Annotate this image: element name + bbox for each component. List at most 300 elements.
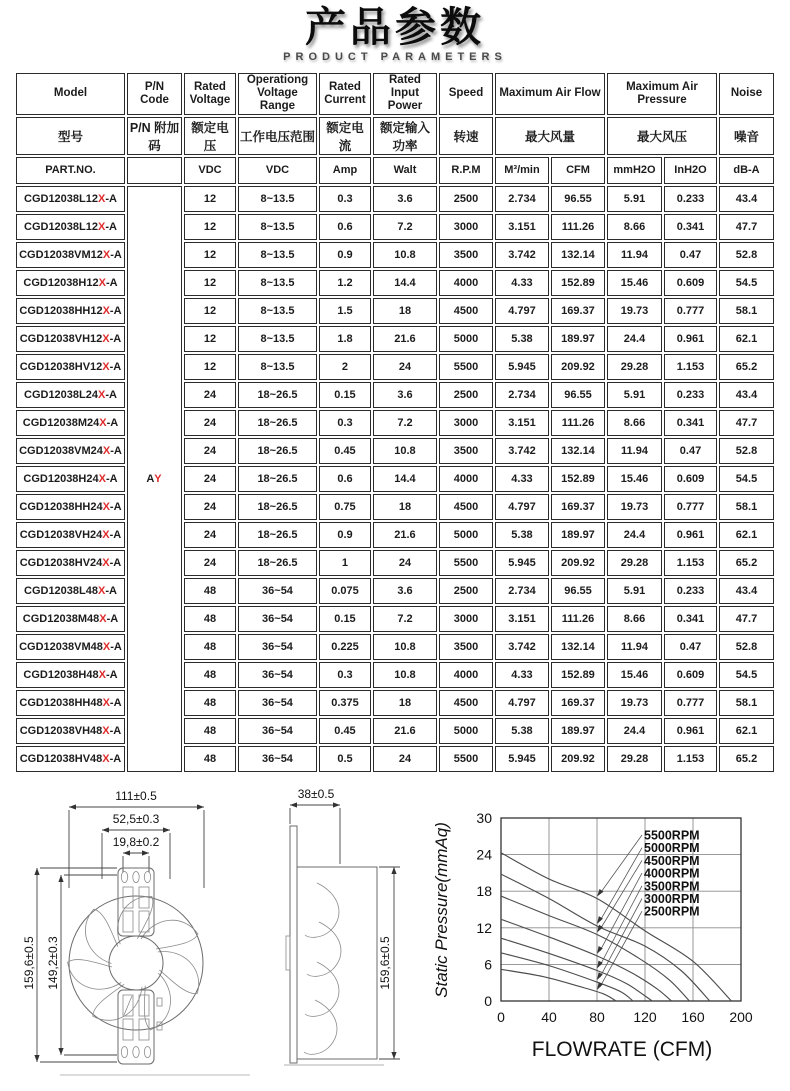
model-text: X: [99, 612, 107, 625]
model-text: X: [98, 276, 106, 289]
cell-airflow-m3min: 4.33: [495, 662, 549, 688]
y-tick-label: 18: [476, 883, 492, 900]
cell-speed: 3000: [439, 606, 493, 632]
cell-rated-voltage: 48: [184, 634, 236, 660]
cell-voltage-range: 8~13.5: [238, 354, 317, 380]
model-text: X: [102, 640, 111, 653]
y-tick-label: 30: [476, 810, 492, 826]
dim-front-width-inner: 19,8±0.2: [112, 835, 160, 849]
cell-rated-current: 0.3: [319, 186, 371, 212]
cell-voltage-range: 8~13.5: [238, 270, 317, 296]
unit-cfm: CFM: [551, 157, 605, 184]
cell-airflow-cfm: 132.14: [551, 634, 605, 660]
cell-speed: 3500: [439, 242, 493, 268]
cell-pressure-inh2o: 0.47: [664, 438, 717, 464]
unit-m3min: M³/min: [495, 157, 549, 184]
cell-airflow-cfm: 209.92: [551, 746, 605, 772]
cell-input-power: 3.6: [373, 382, 437, 408]
cell-rated-voltage: 12: [184, 242, 236, 268]
model-text: CGD12038VH48: [19, 724, 103, 737]
model-text: -A: [109, 556, 122, 569]
curve-label-5500RPM: 5500RPM: [644, 828, 700, 843]
model-text: X: [102, 248, 111, 261]
model-text: -A: [106, 416, 119, 429]
col-pn-code-cn: P/N 附加码: [127, 117, 182, 155]
cell-pressure-inh2o: 0.609: [664, 662, 717, 688]
cell-voltage-range: 8~13.5: [238, 326, 317, 352]
cell-voltage-range: 18~26.5: [238, 522, 317, 548]
model-cell: [16, 242, 125, 268]
cell-noise: 58.1: [719, 494, 774, 520]
cell-pressure-mmh2o: 24.4: [607, 326, 662, 352]
unit-vdc-2: VDC: [238, 157, 317, 184]
model-cell: [16, 382, 125, 408]
cell-airflow-cfm: 152.89: [551, 466, 605, 492]
dim-side-height: 159,6±0.5: [378, 936, 392, 990]
model-text: CGD12038HH48: [19, 696, 103, 709]
model-text: CGD12038H12: [23, 276, 99, 289]
cell-speed: 5500: [439, 746, 493, 772]
cell-noise: 65.2: [719, 354, 774, 380]
cell-input-power: 10.8: [373, 438, 437, 464]
cell-pressure-mmh2o: 29.28: [607, 746, 662, 772]
cell-airflow-cfm: 96.55: [551, 578, 605, 604]
cell-speed: 2500: [439, 382, 493, 408]
cell-airflow-cfm: 111.26: [551, 214, 605, 240]
cell-voltage-range: 18~26.5: [238, 438, 317, 464]
cell-pressure-mmh2o: 11.94: [607, 438, 662, 464]
model-cell: [16, 690, 125, 716]
cell-voltage-range: 8~13.5: [238, 214, 317, 240]
model-text: -A: [105, 584, 117, 597]
cell-voltage-range: 18~26.5: [238, 382, 317, 408]
cell-pressure-mmh2o: 19.73: [607, 690, 662, 716]
cell-airflow-m3min: 2.734: [495, 186, 549, 212]
cell-input-power: 24: [373, 354, 437, 380]
model-text: -A: [105, 220, 117, 233]
model-text: -A: [105, 472, 118, 485]
col-voltage-range-cn: 工作电压范围: [238, 117, 317, 155]
model-cell: [16, 494, 125, 520]
header-row-chinese: [16, 117, 774, 155]
cell-airflow-m3min: 5.945: [495, 550, 549, 576]
col-max-airflow-cn: 最大风量: [495, 117, 605, 155]
cell-rated-current: 1.8: [319, 326, 371, 352]
cell-pressure-inh2o: 0.341: [664, 214, 717, 240]
curve-label-3000RPM: 3000RPM: [644, 892, 700, 906]
cell-airflow-m3min: 4.797: [495, 690, 549, 716]
page-header: [0, 0, 790, 63]
x-tick-label: 200: [729, 1009, 753, 1025]
cell-rated-voltage: 12: [184, 298, 236, 324]
model-text: CGD12038H48: [23, 668, 99, 681]
cell-rated-current: 1.2: [319, 270, 371, 296]
cell-rated-voltage: 12: [184, 270, 236, 296]
cell-pressure-mmh2o: 29.28: [607, 550, 662, 576]
cell-rated-voltage: 48: [184, 746, 236, 772]
cell-speed: 4000: [439, 270, 493, 296]
cell-airflow-cfm: 96.55: [551, 186, 605, 212]
cell-rated-current: 1: [319, 550, 371, 576]
unit-inh2o: InH2O: [664, 157, 717, 184]
dim-side-depth: 38±0.5: [297, 787, 335, 801]
cell-input-power: 7.2: [373, 606, 437, 632]
cell-speed: 2500: [439, 578, 493, 604]
unit-watt: Walt: [373, 157, 437, 184]
col-rated-voltage: Rated Voltage: [184, 73, 236, 115]
dim-front-height-inner: 149,2±0.3: [46, 936, 60, 990]
cell-pressure-mmh2o: 24.4: [607, 718, 662, 744]
cell-airflow-m3min: 3.742: [495, 634, 549, 660]
col-speed: Speed: [439, 73, 493, 115]
cell-airflow-m3min: 4.33: [495, 270, 549, 296]
cell-voltage-range: 36~54: [238, 662, 317, 688]
cell-rated-current: 0.6: [319, 466, 371, 492]
cell-input-power: 18: [373, 298, 437, 324]
cell-rated-current: 0.075: [319, 578, 371, 604]
cell-speed: 3500: [439, 438, 493, 464]
model-text: CGD12038L48: [24, 584, 98, 597]
cell-pressure-mmh2o: 8.66: [607, 214, 662, 240]
cell-input-power: 14.4: [373, 466, 437, 492]
cell-airflow-cfm: 111.26: [551, 606, 605, 632]
model-cell: [16, 718, 125, 744]
cell-airflow-m3min: 4.797: [495, 298, 549, 324]
cell-input-power: 21.6: [373, 522, 437, 548]
cell-speed: 5500: [439, 354, 493, 380]
model-cell: [16, 438, 125, 464]
model-text: CGD12038VM24: [19, 444, 103, 457]
cell-airflow-cfm: 132.14: [551, 438, 605, 464]
cell-pressure-inh2o: 0.233: [664, 382, 717, 408]
chart-x-axis-label: FLOWRATE (CFM): [531, 1038, 713, 1061]
cell-pressure-inh2o: 0.233: [664, 578, 717, 604]
cell-speed: 5000: [439, 718, 493, 744]
cell-rated-voltage: 48: [184, 662, 236, 688]
cell-rated-voltage: 24: [184, 466, 236, 492]
model-text: CGD12038VH12: [19, 332, 103, 345]
model-text: X: [102, 332, 110, 345]
cell-airflow-cfm: 169.37: [551, 298, 605, 324]
model-text: X: [98, 192, 106, 205]
cell-noise: 62.1: [719, 522, 774, 548]
cell-input-power: 3.6: [373, 578, 437, 604]
model-cell: [16, 746, 125, 772]
cell-rated-voltage: 48: [184, 718, 236, 744]
model-text: -A: [109, 304, 122, 317]
unit-part-no: PART.NO.: [16, 157, 125, 184]
cell-rated-voltage: 48: [184, 690, 236, 716]
pn-code-cell: [127, 186, 182, 772]
cell-input-power: 10.8: [373, 242, 437, 268]
curve-label-3500RPM: 3500RPM: [644, 879, 700, 894]
cell-voltage-range: 8~13.5: [238, 298, 317, 324]
cell-voltage-range: 36~54: [238, 746, 317, 772]
dim-front-height-outer: 159,6±0.5: [22, 936, 36, 990]
model-text: X: [102, 500, 110, 513]
col-input-power-cn: 额定输入功率: [373, 117, 437, 155]
cell-speed: 3000: [439, 214, 493, 240]
cell-noise: 62.1: [719, 326, 774, 352]
model-text: CGD12038HV24: [19, 556, 103, 569]
cell-rated-current: 0.9: [319, 522, 371, 548]
cell-noise: 52.8: [719, 634, 774, 660]
cell-airflow-m3min: 5.38: [495, 326, 549, 352]
spec-table: [14, 71, 776, 774]
fan-front-view-drawing: [20, 786, 272, 1088]
cell-speed: 4500: [439, 494, 493, 520]
cell-input-power: 10.8: [373, 634, 437, 660]
model-text: X: [98, 388, 106, 401]
col-max-pressure-cn: 最大风压: [607, 117, 717, 155]
x-tick-label: 120: [633, 1009, 657, 1025]
page-subtitle: PRODUCT PARAMETERS: [283, 51, 507, 64]
cell-airflow-cfm: 189.97: [551, 718, 605, 744]
model-text: -A: [109, 332, 122, 345]
cell-airflow-cfm: 209.92: [551, 354, 605, 380]
col-noise: Noise: [719, 73, 774, 115]
cell-pressure-inh2o: 0.47: [664, 634, 717, 660]
fan-front-body: [60, 868, 250, 1075]
model-text: X: [102, 360, 110, 373]
cell-rated-current: 1.5: [319, 298, 371, 324]
performance-curve-chart: [426, 788, 788, 1083]
cell-input-power: 21.6: [373, 718, 437, 744]
model-text: CGD12038L12: [24, 220, 98, 233]
model-text: X: [99, 416, 107, 429]
model-text: -A: [105, 668, 118, 681]
cell-input-power: 21.6: [373, 326, 437, 352]
cell-airflow-m3min: 5.945: [495, 746, 549, 772]
model-text: CGD12038VM48: [19, 640, 103, 653]
cell-airflow-cfm: 111.26: [551, 410, 605, 436]
plot-border: [501, 818, 741, 1001]
header-row-english: [16, 73, 774, 115]
cell-input-power: 10.8: [373, 662, 437, 688]
cell-pressure-inh2o: 0.233: [664, 186, 717, 212]
cell-pressure-mmh2o: 15.46: [607, 662, 662, 688]
cell-pressure-inh2o: 0.341: [664, 606, 717, 632]
cell-speed: 4000: [439, 662, 493, 688]
model-cell: [16, 270, 125, 296]
cell-voltage-range: 18~26.5: [238, 466, 317, 492]
curve-label-4000RPM: 4000RPM: [644, 866, 700, 881]
cell-rated-voltage: 48: [184, 606, 236, 632]
cell-pressure-mmh2o: 29.28: [607, 354, 662, 380]
y-tick-label: 6: [484, 956, 492, 973]
chart-y-axis-label: Static Pressure(mmAq): [432, 822, 451, 998]
cell-airflow-cfm: 152.89: [551, 270, 605, 296]
cell-voltage-range: 36~54: [238, 578, 317, 604]
model-text: -A: [110, 444, 122, 457]
col-max-pressure: Maximum Air Pressure: [607, 73, 717, 115]
cell-airflow-cfm: 169.37: [551, 690, 605, 716]
cell-noise: 47.7: [719, 214, 774, 240]
cell-speed: 5000: [439, 326, 493, 352]
cell-rated-current: 0.75: [319, 494, 371, 520]
col-rated-voltage-cn: 额定电压: [184, 117, 236, 155]
model-text: -A: [110, 640, 122, 653]
cell-rated-current: 0.6: [319, 214, 371, 240]
model-text: CGD12038VM12: [19, 248, 103, 261]
model-text: -A: [109, 752, 122, 765]
cell-airflow-m3min: 4.797: [495, 494, 549, 520]
curve-label-4500RPM: 4500RPM: [644, 853, 700, 868]
cell-voltage-range: 18~26.5: [238, 550, 317, 576]
model-cell: [16, 214, 125, 240]
cell-pressure-mmh2o: 8.66: [607, 606, 662, 632]
model-cell: [16, 522, 125, 548]
cell-input-power: 18: [373, 690, 437, 716]
cell-pressure-inh2o: 0.777: [664, 298, 717, 324]
model-text: CGD12038HV48: [19, 752, 103, 765]
model-text: X: [102, 528, 110, 541]
cell-input-power: 7.2: [373, 410, 437, 436]
col-rated-current-cn: 额定电流: [319, 117, 371, 155]
model-text: -A: [110, 248, 122, 261]
cell-noise: 62.1: [719, 718, 774, 744]
cell-rated-current: 0.3: [319, 662, 371, 688]
cell-pressure-mmh2o: 5.91: [607, 578, 662, 604]
model-cell: [16, 550, 125, 576]
model-text: CGD12038HH24: [19, 500, 103, 513]
dim-front-width-mid: 52,5±0.3: [112, 812, 160, 826]
col-pn-code: P/N Code: [127, 73, 182, 115]
model-text: -A: [109, 724, 122, 737]
curve-label-2500RPM: 2500RPM: [644, 904, 700, 919]
cell-rated-voltage: 24: [184, 438, 236, 464]
col-model: Model: [16, 73, 125, 115]
model-cell: [16, 186, 125, 212]
cell-rated-voltage: 12: [184, 186, 236, 212]
cell-rated-current: 0.45: [319, 438, 371, 464]
cell-speed: 4000: [439, 466, 493, 492]
cell-airflow-m3min: 3.151: [495, 410, 549, 436]
col-noise-cn: 噪音: [719, 117, 774, 155]
cell-airflow-m3min: 2.734: [495, 382, 549, 408]
model-text: X: [102, 752, 110, 765]
model-text: CGD12038L12: [24, 192, 98, 205]
cell-pressure-inh2o: 0.961: [664, 522, 717, 548]
cell-rated-current: 0.3: [319, 410, 371, 436]
table-row: [16, 186, 774, 212]
model-text: CGD12038VH24: [19, 528, 103, 541]
cell-airflow-m3min: 3.742: [495, 438, 549, 464]
cell-pressure-inh2o: 0.609: [664, 270, 717, 296]
cell-pressure-inh2o: 0.961: [664, 718, 717, 744]
model-text: X: [98, 668, 106, 681]
cell-airflow-cfm: 96.55: [551, 382, 605, 408]
model-text: X: [98, 220, 106, 233]
col-speed-cn: 转速: [439, 117, 493, 155]
cell-airflow-cfm: 169.37: [551, 494, 605, 520]
col-model-cn: 型号: [16, 117, 125, 155]
cell-speed: 5500: [439, 550, 493, 576]
cell-noise: 43.4: [719, 578, 774, 604]
cell-speed: 3000: [439, 410, 493, 436]
cell-noise: 54.5: [719, 466, 774, 492]
cell-noise: 54.5: [719, 662, 774, 688]
cell-pressure-mmh2o: 11.94: [607, 242, 662, 268]
cell-pressure-inh2o: 0.777: [664, 494, 717, 520]
unit-vdc-1: VDC: [184, 157, 236, 184]
cell-speed: 3500: [439, 634, 493, 660]
cell-rated-voltage: 12: [184, 326, 236, 352]
model-text: CGD12038L24: [24, 388, 98, 401]
cell-airflow-m3min: 3.151: [495, 606, 549, 632]
model-cell: [16, 606, 125, 632]
model-text: -A: [106, 612, 119, 625]
y-tick-label: 24: [476, 846, 492, 863]
model-text: CGD12038M48: [22, 612, 100, 625]
model-cell: [16, 662, 125, 688]
cell-speed: 4500: [439, 298, 493, 324]
model-text: -A: [105, 192, 117, 205]
cell-noise: 58.1: [719, 690, 774, 716]
cell-rated-current: 0.225: [319, 634, 371, 660]
cell-airflow-m3min: 5.945: [495, 354, 549, 380]
cell-input-power: 14.4: [373, 270, 437, 296]
cell-input-power: 7.2: [373, 214, 437, 240]
x-tick-label: 0: [497, 1009, 505, 1025]
cell-airflow-m3min: 3.742: [495, 242, 549, 268]
cell-airflow-m3min: 4.33: [495, 466, 549, 492]
model-text: CGD12038H24: [23, 472, 99, 485]
cell-voltage-range: 18~26.5: [238, 494, 317, 520]
model-text: -A: [109, 360, 122, 373]
cell-rated-current: 0.5: [319, 746, 371, 772]
cell-noise: 54.5: [719, 270, 774, 296]
cell-pressure-inh2o: 0.777: [664, 690, 717, 716]
cell-noise: 43.4: [719, 382, 774, 408]
cell-voltage-range: 36~54: [238, 634, 317, 660]
model-text: X: [102, 724, 110, 737]
cell-rated-current: 0.9: [319, 242, 371, 268]
model-text: -A: [105, 388, 117, 401]
cell-rated-current: 2: [319, 354, 371, 380]
col-rated-current: Rated Current: [319, 73, 371, 115]
unit-rpm: R.P.M: [439, 157, 493, 184]
cell-voltage-range: 18~26.5: [238, 410, 317, 436]
cell-speed: 2500: [439, 186, 493, 212]
cell-rated-voltage: 12: [184, 354, 236, 380]
model-text: X: [98, 472, 106, 485]
model-cell: [16, 298, 125, 324]
cell-airflow-m3min: 2.734: [495, 578, 549, 604]
model-text: -A: [109, 500, 122, 513]
unit-amp: Amp: [319, 157, 371, 184]
cell-noise: 47.7: [719, 606, 774, 632]
cell-voltage-range: 8~13.5: [238, 186, 317, 212]
cell-noise: 52.8: [719, 438, 774, 464]
cell-airflow-m3min: 3.151: [495, 214, 549, 240]
model-text: CGD12038HH12: [19, 304, 103, 317]
y-tick-label: 12: [476, 919, 492, 936]
model-cell: [16, 326, 125, 352]
cell-noise: 58.1: [719, 298, 774, 324]
cell-rated-voltage: 24: [184, 522, 236, 548]
cell-pressure-mmh2o: 19.73: [607, 298, 662, 324]
cell-input-power: 3.6: [373, 186, 437, 212]
y-tick-label: 0: [484, 993, 492, 1009]
cell-input-power: 18: [373, 494, 437, 520]
cell-pressure-mmh2o: 15.46: [607, 270, 662, 296]
cell-pressure-mmh2o: 5.91: [607, 382, 662, 408]
cell-airflow-cfm: 209.92: [551, 550, 605, 576]
cell-airflow-m3min: 5.38: [495, 718, 549, 744]
cell-speed: 5000: [439, 522, 493, 548]
cell-noise: 43.4: [719, 186, 774, 212]
